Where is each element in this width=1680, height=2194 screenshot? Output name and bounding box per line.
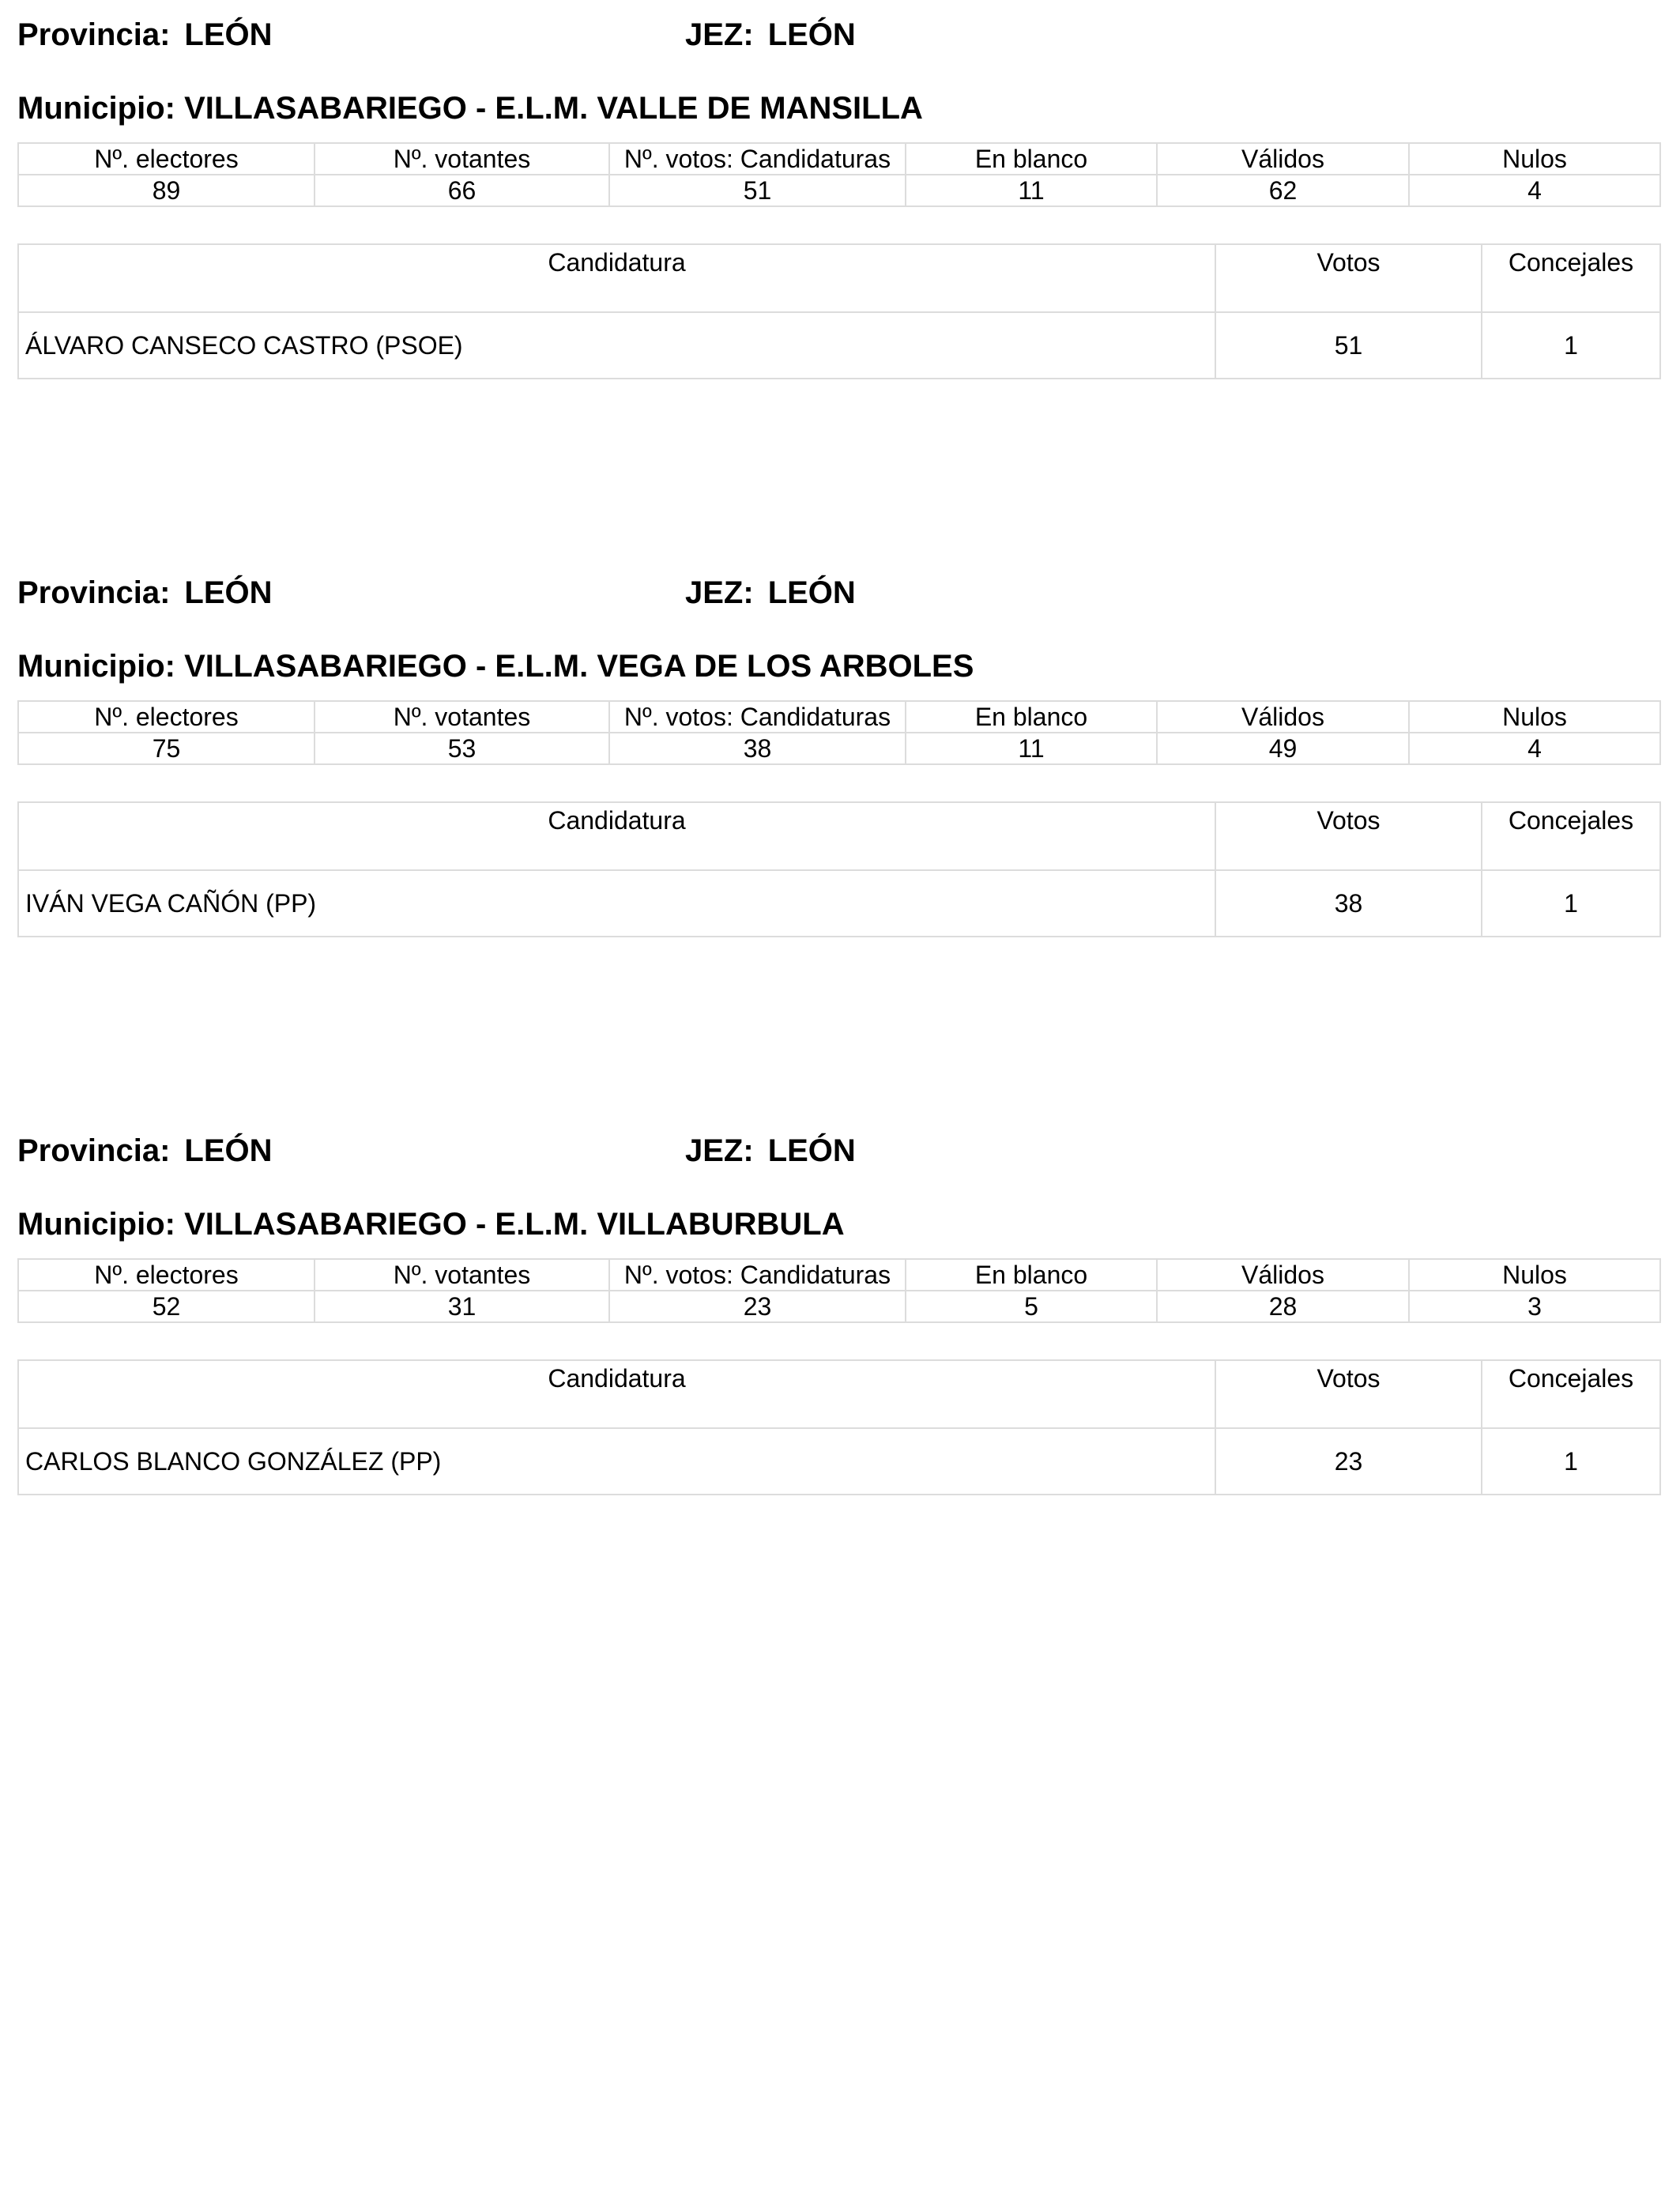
stats-header-votantes: Nº. votantes [315, 1259, 609, 1291]
stats-header-electores: Nº. electores [18, 701, 315, 733]
jez-label: JEZ: [685, 17, 754, 52]
stats-nulos: 4 [1409, 733, 1660, 764]
candidatura-header: Candidatura [18, 1360, 1215, 1428]
stats-table [17, 1258, 1661, 1323]
candidatura-concejales: 1 [1482, 312, 1660, 379]
candidatura-concejales: 1 [1482, 1428, 1660, 1495]
concejales-header: Concejales [1482, 244, 1660, 312]
candidatura-row [18, 312, 1660, 379]
stats-value-row [18, 175, 1660, 206]
stats-value-row [18, 733, 1660, 764]
votos-header: Votos [1215, 1360, 1482, 1428]
candidaturas-table [17, 1359, 1661, 1495]
candidatura-header: Candidatura [18, 802, 1215, 870]
municipio-header [17, 1208, 845, 1240]
stats-electores: 89 [18, 175, 315, 206]
candidatura-row [18, 870, 1660, 937]
candidaturas-table [17, 801, 1661, 937]
municipio-label: Municipio: [17, 649, 175, 684]
municipio-label: Municipio: [17, 1207, 175, 1242]
provincia-header [17, 1135, 273, 1167]
candidaturas-table [17, 243, 1661, 379]
jez-value: LEÓN [767, 1133, 856, 1168]
stats-header-votos-candidaturas: Nº. votos: Candidaturas [609, 143, 906, 175]
jez-value: LEÓN [767, 17, 856, 52]
provincia-value: LEÓN [184, 1133, 273, 1168]
votos-header: Votos [1215, 802, 1482, 870]
jez-header [685, 19, 856, 51]
stats-header-nulos: Nulos [1409, 1259, 1660, 1291]
stats-votantes: 53 [315, 733, 609, 764]
municipio-header [17, 650, 974, 682]
stats-votos-candidaturas: 23 [609, 1291, 906, 1322]
stats-en-blanco: 11 [906, 733, 1157, 764]
stats-validos: 62 [1157, 175, 1409, 206]
provincia-header [17, 19, 273, 51]
stats-header-en-blanco: En blanco [906, 701, 1157, 733]
jez-header [685, 1135, 856, 1167]
candidatura-row [18, 1428, 1660, 1495]
provincia-label: Provincia: [17, 575, 171, 610]
municipio-header [17, 92, 923, 124]
stats-electores: 52 [18, 1291, 315, 1322]
stats-table [17, 700, 1661, 765]
stats-header-nulos: Nulos [1409, 143, 1660, 175]
jez-value: LEÓN [767, 575, 856, 610]
concejales-header: Concejales [1482, 802, 1660, 870]
stats-validos: 49 [1157, 733, 1409, 764]
votos-header: Votos [1215, 244, 1482, 312]
stats-votos-candidaturas: 38 [609, 733, 906, 764]
candidatura-votos: 38 [1215, 870, 1482, 937]
stats-electores: 75 [18, 733, 315, 764]
municipio-value: VILLASABARIEGO - E.L.M. VILLABURBULA [184, 1207, 845, 1242]
stats-header-row [18, 143, 1660, 175]
concejales-header: Concejales [1482, 1360, 1660, 1428]
municipio-value: VILLASABARIEGO - E.L.M. VALLE DE MANSILLA [184, 91, 923, 126]
stats-header-row [18, 701, 1660, 733]
stats-nulos: 3 [1409, 1291, 1660, 1322]
stats-header-validos: Válidos [1157, 143, 1409, 175]
provincia-label: Provincia: [17, 1133, 171, 1168]
stats-header-electores: Nº. electores [18, 1259, 315, 1291]
stats-header-votantes: Nº. votantes [315, 701, 609, 733]
candidatura-name: IVÁN VEGA CAÑÓN (PP) [18, 870, 1215, 937]
stats-header-en-blanco: En blanco [906, 1259, 1157, 1291]
stats-header-nulos: Nulos [1409, 701, 1660, 733]
candidatura-name: ÁLVARO CANSECO CASTRO (PSOE) [18, 312, 1215, 379]
stats-nulos: 4 [1409, 175, 1660, 206]
provincia-header [17, 577, 273, 609]
stats-header-validos: Válidos [1157, 1259, 1409, 1291]
candidatura-concejales: 1 [1482, 870, 1660, 937]
jez-label: JEZ: [685, 575, 754, 610]
candidatura-votos: 23 [1215, 1428, 1482, 1495]
stats-header-votos-candidaturas: Nº. votos: Candidaturas [609, 1259, 906, 1291]
candidatura-header: Candidatura [18, 244, 1215, 312]
candidatura-name: CARLOS BLANCO GONZÁLEZ (PP) [18, 1428, 1215, 1495]
municipio-label: Municipio: [17, 91, 175, 126]
stats-votantes: 31 [315, 1291, 609, 1322]
candidaturas-header-row [18, 802, 1660, 870]
stats-votos-candidaturas: 51 [609, 175, 906, 206]
stats-validos: 28 [1157, 1291, 1409, 1322]
candidaturas-header-row [18, 1360, 1660, 1428]
provincia-label: Provincia: [17, 17, 171, 52]
candidatura-votos: 51 [1215, 312, 1482, 379]
stats-header-electores: Nº. electores [18, 143, 315, 175]
municipio-value: VILLASABARIEGO - E.L.M. VEGA DE LOS ARBOLES [184, 649, 974, 684]
stats-en-blanco: 5 [906, 1291, 1157, 1322]
stats-en-blanco: 11 [906, 175, 1157, 206]
jez-label: JEZ: [685, 1133, 754, 1168]
stats-table [17, 142, 1661, 207]
stats-header-votos-candidaturas: Nº. votos: Candidaturas [609, 701, 906, 733]
candidaturas-header-row [18, 244, 1660, 312]
stats-value-row [18, 1291, 1660, 1322]
stats-header-votantes: Nº. votantes [315, 143, 609, 175]
provincia-value: LEÓN [184, 575, 273, 610]
jez-header [685, 577, 856, 609]
stats-votantes: 66 [315, 175, 609, 206]
stats-header-row [18, 1259, 1660, 1291]
stats-header-validos: Válidos [1157, 701, 1409, 733]
provincia-value: LEÓN [184, 17, 273, 52]
stats-header-en-blanco: En blanco [906, 143, 1157, 175]
